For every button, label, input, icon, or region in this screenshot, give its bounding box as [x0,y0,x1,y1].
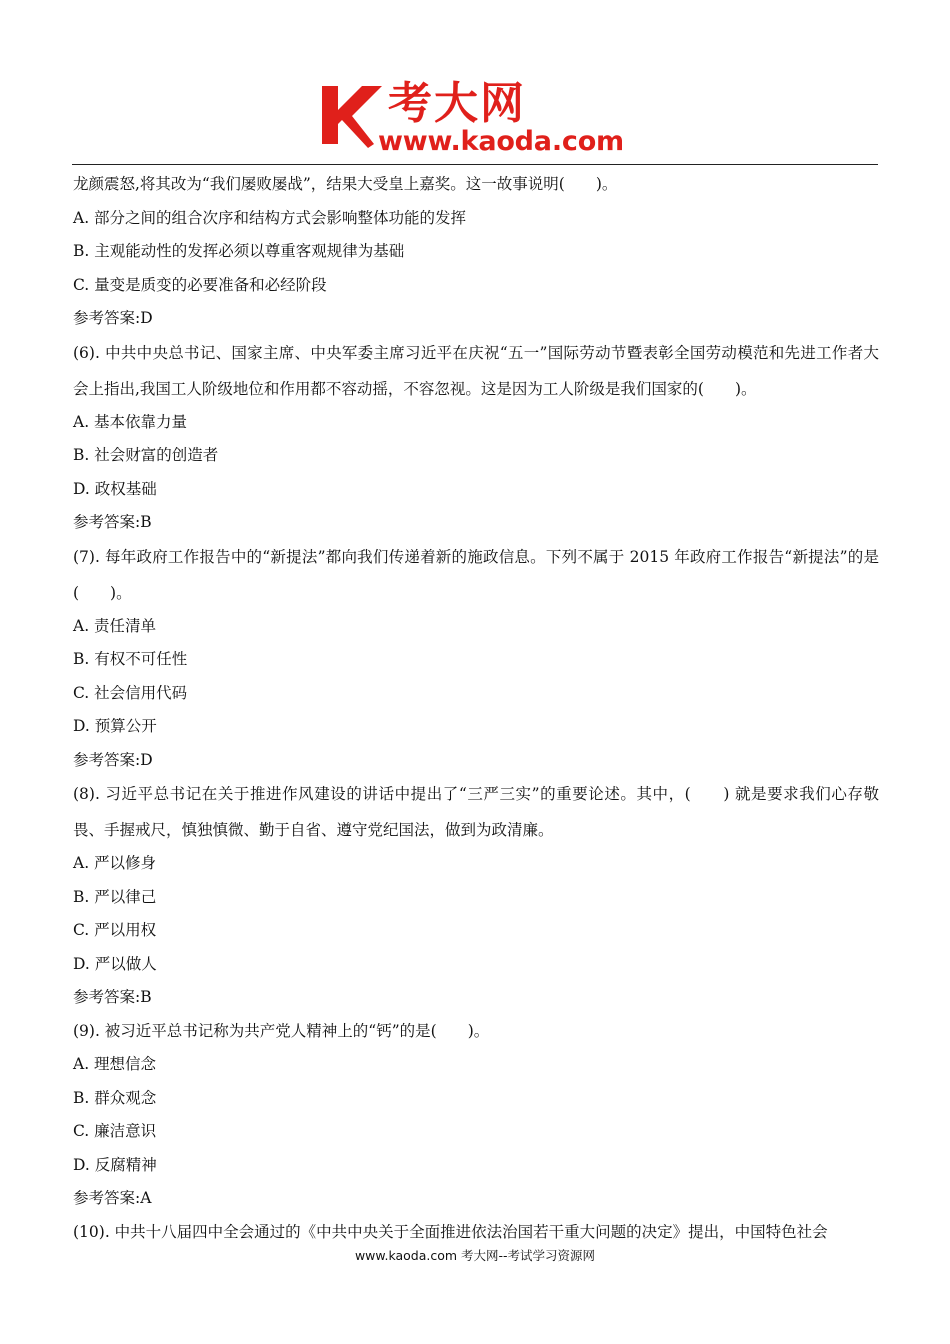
question-9-option-b: B. 群众观念 [73,1088,157,1107]
question-9-stem: (9). 被习近平总书记称为共产党人精神上的“钙”的是( )。 [73,1021,490,1040]
question-8-option-a: A. 严以修身 [73,854,157,872]
question-6-answer: 参考答案:B [73,513,152,531]
question-fragment: 龙颜震怒,将其改为“我们屡败屡战”，结果大受皇上嘉奖。这一故事说明( )。 [73,175,618,193]
question-9-option-c: C. 廉洁意识 [73,1122,157,1140]
question-8-stem: (8). 习近平总书记在关于推进作风建设的讲话中提出了“三严三实”的重要论述。其中，( ) 就是要求我们心存敬畏、手握戒尺，慎独慎微、勤于自省、遵守党纪国法，做到为政清廉。 [73,785,879,839]
page-footer[interactable]: www.kaoda.com 考大网--考试学习资源网 [354,1248,596,1263]
logo-title: 考大网 [388,78,526,129]
question-7-option-c: C. 社会信用代码 [73,683,188,702]
question-9-answer: 参考答案:A [73,1189,152,1207]
answer: 参考答案:D [73,309,153,327]
page-header [0,0,950,165]
question-6-option-a: A. 基本依靠力量 [73,412,188,431]
header-rule [72,164,878,165]
question-7-answer: 参考答案:D [73,750,153,769]
question-9-option-d: D. 反腐精神 [73,1155,157,1174]
question-9-option-a: A. 理想信念 [73,1055,157,1073]
question-7-stem: (7). 每年政府工作报告中的“新提法”都向我们传递着新的施政信息。下列不属于 2015 年政府工作报告“新提法”的是( )。 [73,547,879,602]
question-8-option-c: C. 严以用权 [73,921,157,939]
question-6-option-d: D. 政权基础 [73,479,157,498]
question-content [73,168,879,1249]
question-10-stem: (10). 中共十八届四中全会通过的《中共中央关于全面推进依法治国若干重大问题的决定》提出，中国特色社会 [73,1222,828,1241]
question-8-option-d: D. 严以做人 [73,954,157,973]
question-7-option-b: B. 有权不可任性 [73,650,188,668]
question-7-option-a: A. 责任清单 [73,616,157,635]
question-6-stem: (6). 中共中央总书记、国家主席、中央军委主席习近平在庆祝“五一”国际劳动节暨表彰全国劳动模范和先进工作者大会上指出,我国工人阶级地位和作用都不容动摇，不容忽视。这是因为工人阶级是我们国家的( )。 [73,343,879,398]
question-7-option-d: D. 预算公开 [73,717,157,735]
option-a: A. 部分之间的组合次序和结构方式会影响整体功能的发挥 [73,208,467,227]
question-6-option-b: B. 社会财富的创造者 [73,446,219,464]
question-8-option-b: B. 严以律己 [73,887,157,906]
kaoda-logo[interactable] [318,80,648,162]
question-8-answer: 参考答案:B [73,988,152,1006]
option-c: C. 量变是质变的必要准备和必经阶段 [73,275,327,294]
option-b: B. 主观能动性的发挥必须以尊重客观规律为基础 [73,242,405,260]
logo-url: www.kaoda.com [378,126,624,157]
